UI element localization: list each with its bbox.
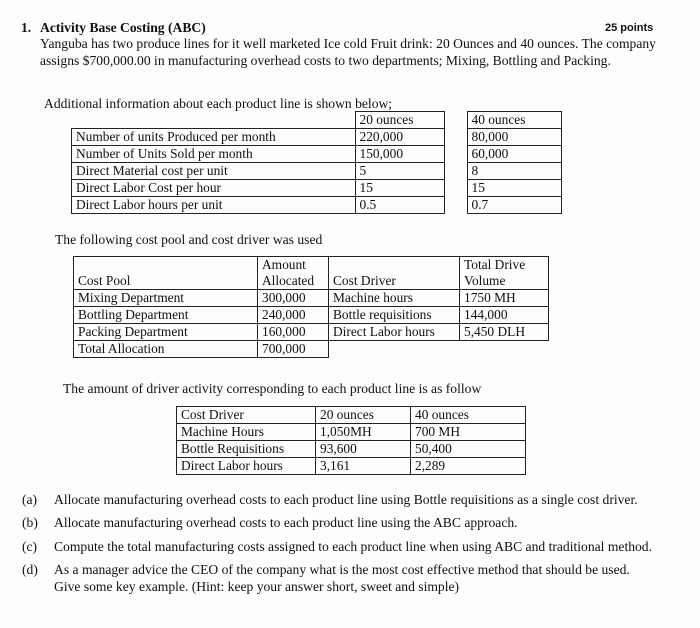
table-row bbox=[74, 324, 549, 341]
question-b bbox=[22, 515, 518, 531]
header-20-ounces: 20 ounces bbox=[316, 407, 411, 424]
question-label: (b) bbox=[22, 515, 38, 530]
pool-driver: Bottle requisitions bbox=[329, 307, 460, 324]
table-row bbox=[177, 424, 526, 441]
row-label: Number of Units Sold per month bbox=[72, 146, 356, 163]
header-40-ounces: 40 ounces bbox=[411, 407, 526, 424]
total-amount: 700,000 bbox=[258, 341, 329, 358]
driver-name: Machine Hours bbox=[177, 424, 316, 441]
value-40: 8 bbox=[467, 163, 561, 180]
question-label: (c) bbox=[22, 539, 38, 554]
table-row bbox=[72, 197, 562, 214]
header-cost-driver: Cost Driver bbox=[329, 257, 460, 290]
table-row bbox=[72, 146, 562, 163]
points-label: 25 points bbox=[605, 22, 654, 34]
driver-activity-table bbox=[176, 406, 526, 475]
question-label: (a) bbox=[22, 492, 38, 507]
row-label: Direct Material cost per unit bbox=[72, 163, 356, 180]
table-row bbox=[74, 307, 549, 324]
table-row bbox=[177, 441, 526, 458]
pool-volume: 1750 MH bbox=[460, 290, 549, 307]
question-number: 1. bbox=[21, 20, 32, 35]
question-text: As a manager advice the CEO of the company what is the most cost effective method that should be used. bbox=[54, 562, 630, 577]
value-20: 93,600 bbox=[316, 441, 411, 458]
table-row bbox=[72, 180, 562, 197]
row-label: Direct Labor hours per unit bbox=[72, 197, 356, 214]
header-volume-line1: Total Drive bbox=[464, 257, 526, 272]
pool-name: Packing Department bbox=[74, 324, 258, 341]
row-label: Number of units Produced per month bbox=[72, 129, 356, 146]
header-40-ounces: 40 ounces bbox=[467, 112, 561, 129]
value-40: 700 MH bbox=[411, 424, 526, 441]
question-title: Activity Base Costing (ABC) bbox=[40, 20, 206, 35]
product-info-table bbox=[71, 111, 562, 214]
header-volume bbox=[460, 257, 549, 290]
info-caption: Additional information about each product line is shown below; bbox=[44, 96, 393, 111]
pool-volume: 144,000 bbox=[460, 307, 549, 324]
driver-name: Bottle Requisitions bbox=[177, 441, 316, 458]
pool-caption: The following cost pool and cost driver was used bbox=[55, 232, 323, 247]
pool-name: Mixing Department bbox=[74, 290, 258, 307]
header-cost-driver: Cost Driver bbox=[177, 407, 316, 424]
driver-name: Direct Labor hours bbox=[177, 458, 316, 475]
table-row bbox=[72, 129, 562, 146]
question-c bbox=[22, 539, 652, 555]
value-40: 0.7 bbox=[467, 197, 561, 214]
question-text: Allocate manufacturing overhead costs to each product line using Bottle requisitions as a single cost driver. bbox=[54, 492, 638, 507]
pool-amount: 240,000 bbox=[258, 307, 329, 324]
intro-paragraph: Yanguba has two produce lines for it well marketed Ice cold Fruit drink: 20 Ounces and 40 ounces. The company assigns $700,000.00 in manufacturing overhead costs to two departments; Mixing, Bottling and Packing. bbox=[40, 36, 656, 68]
row-label: Direct Labor Cost per hour bbox=[72, 180, 356, 197]
header-cost-pool: Cost Pool bbox=[74, 257, 258, 290]
value-20: 5 bbox=[355, 163, 444, 180]
table-header-row bbox=[177, 407, 526, 424]
value-20: 220,000 bbox=[355, 129, 444, 146]
question-label: (d) bbox=[22, 562, 38, 577]
question-text: Allocate manufacturing overhead costs to each product line using the ABC approach. bbox=[54, 515, 518, 530]
pool-volume: 5,450 DLH bbox=[460, 324, 549, 341]
question-d bbox=[22, 562, 630, 578]
pool-driver: Machine hours bbox=[329, 290, 460, 307]
table-row bbox=[74, 290, 549, 307]
value-20: 3,161 bbox=[316, 458, 411, 475]
header-amount bbox=[258, 257, 329, 290]
table-header-row bbox=[74, 257, 549, 290]
question-text: Compute the total manufacturing costs assigned to each product line when using ABC and traditional method. bbox=[54, 539, 653, 554]
cost-pool-table bbox=[73, 256, 549, 358]
question-a bbox=[22, 492, 638, 508]
header-amount-line1: Amount bbox=[262, 257, 306, 272]
value-40: 2,289 bbox=[411, 458, 526, 475]
value-20: 150,000 bbox=[355, 146, 444, 163]
value-20: 0.5 bbox=[355, 197, 444, 214]
question-d-continuation: Give some key example. (Hint: keep your answer short, sweet and simple) bbox=[54, 579, 460, 594]
header-volume-line2: Volume bbox=[464, 273, 506, 288]
value-40: 15 bbox=[467, 180, 561, 197]
pool-driver: Direct Labor hours bbox=[329, 324, 460, 341]
activity-caption: The amount of driver activity corresponding to each product line is as follow bbox=[63, 381, 482, 396]
value-40: 60,000 bbox=[467, 146, 561, 163]
value-20: 1,050MH bbox=[316, 424, 411, 441]
pool-amount: 300,000 bbox=[258, 290, 329, 307]
table-total-row bbox=[74, 341, 549, 358]
header-20-ounces: 20 ounces bbox=[355, 112, 444, 129]
value-40: 80,000 bbox=[467, 129, 561, 146]
table-row bbox=[72, 163, 562, 180]
pool-amount: 160,000 bbox=[258, 324, 329, 341]
value-20: 15 bbox=[355, 180, 444, 197]
table-header-row bbox=[72, 112, 562, 129]
table-row bbox=[177, 458, 526, 475]
total-label: Total Allocation bbox=[74, 341, 258, 358]
value-40: 50,400 bbox=[411, 441, 526, 458]
pool-name: Bottling Department bbox=[74, 307, 258, 324]
header-amount-line2: Allocated bbox=[262, 273, 315, 288]
